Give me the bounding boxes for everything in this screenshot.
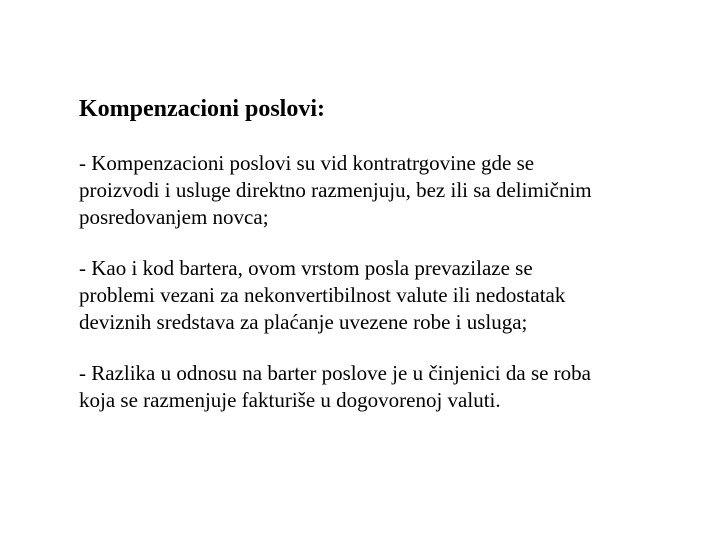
paragraph-line: problemi vezani za nekonvertibilnost valute ili nedostatak: [79, 283, 566, 307]
paragraph-line: - Kao i kod bartera, ovom vrstom posla prevazilaze se: [79, 256, 533, 280]
paragraph-line: deviznih sredstava za plaćanje uvezene robe i usluga;: [79, 310, 528, 334]
paragraph-line: koja se razmenjuje fakturiše u dogovorenoj valuti.: [79, 388, 501, 412]
paragraph-definition: [79, 150, 699, 231]
paragraph-line: posredovanjem novca;: [79, 205, 269, 229]
slide-content: [79, 92, 699, 438]
paragraph-difference: [79, 360, 699, 414]
paragraph-line: - Kompenzacioni poslovi su vid kontratrgovine gde se: [79, 151, 535, 175]
paragraph-barter-comparison: [79, 255, 699, 336]
paragraph-line: - Razlika u odnosu na barter poslove je u činjenici da se roba: [79, 361, 591, 385]
slide-title: Kompenzacioni poslovi:: [79, 96, 326, 122]
paragraph-line: proizvodi i usluge direktno razmenjuju, bez ili sa delimičnim: [79, 178, 592, 202]
